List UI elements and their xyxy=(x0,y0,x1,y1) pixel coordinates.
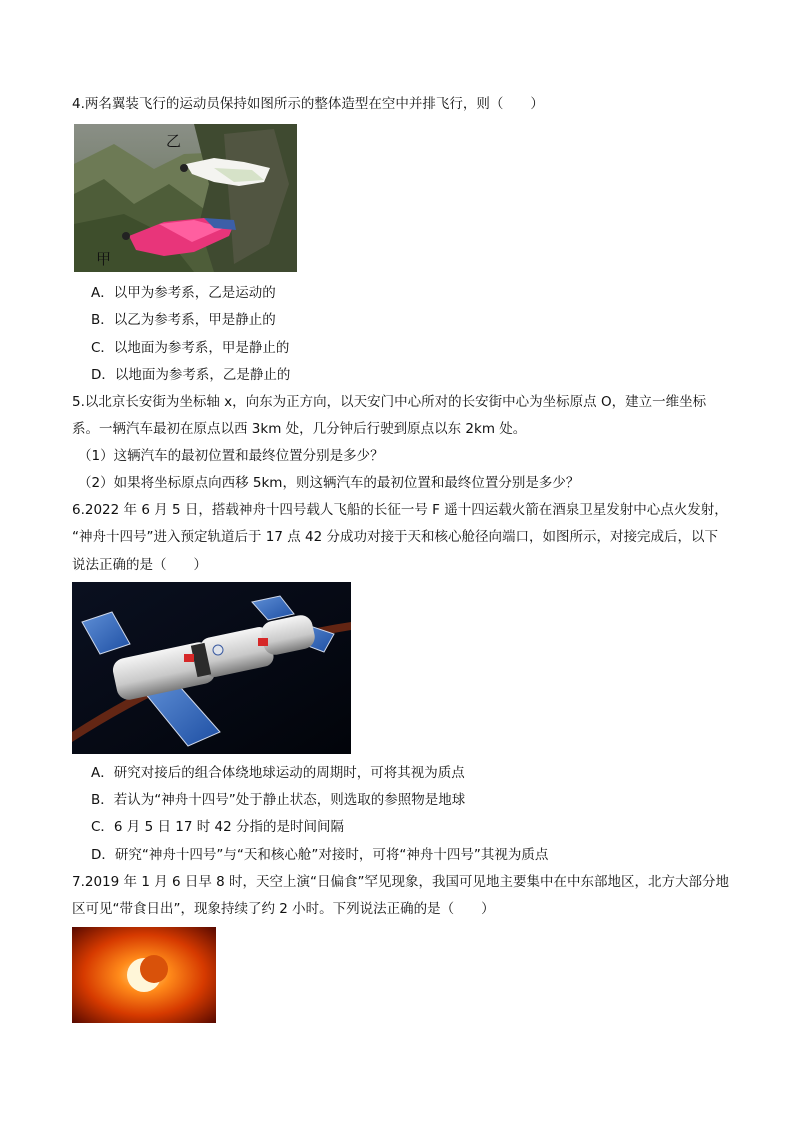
space-station-illustration xyxy=(72,582,351,754)
q6-stem-line2: “神舟十四号”进入预定轨道后于 17 点 42 分成功对接于天和核心舱径向端口，如图所示，对接完成后，以下 xyxy=(72,529,719,545)
q4-stem: 4.两名翼装飞行的运动员保持如图所示的整体造型在空中并排飞行，则（ ） xyxy=(72,96,544,112)
q4-option-c[interactable]: C．以地面为参考系，甲是静止的 xyxy=(91,340,290,356)
q5-subquestion-1: （1）这辆汽车的最初位置和最终位置分别是多少？ xyxy=(78,448,384,464)
q7-stem-line2: 区可见“带食日出”，现象持续了约 2 小时。下列说法正确的是（ ） xyxy=(72,901,495,917)
q4-option-a[interactable]: A．以甲为参考系，乙是运动的 xyxy=(91,285,276,301)
q6-option-b[interactable]: B．若认为“神舟十四号”处于静止状态，则选取的参照物是地球 xyxy=(91,792,466,808)
q6-stem-line3: 说法正确的是（ ） xyxy=(72,557,207,573)
q6-option-c[interactable]: C．6 月 5 日 17 时 42 分指的是时间间隔 xyxy=(91,819,344,835)
q4-option-d[interactable]: D．以地面为参考系，乙是静止的 xyxy=(91,367,291,383)
q6-option-d[interactable]: D．研究“神舟十四号”与“天和核心舱”对接时，可将“神舟十四号”其视为质点 xyxy=(91,847,549,863)
q7-stem-line1: 7.2019 年 1 月 6 日早 8 时，天空上演“日偏食”罕见现象，我国可见地主要集中在中东部地区，北方大部分地 xyxy=(72,874,730,890)
q5-stem-line1: 5.以北京长安街为坐标轴 x，向东为正方向，以天安门中心所对的长安街中心为坐标原点 O，建立一维坐标 xyxy=(72,394,707,410)
q5-subquestion-2: （2）如果将坐标原点向西移 5km，则这辆汽车的最初位置和最终位置分别是多少？ xyxy=(78,475,580,491)
q6-option-a[interactable]: A．研究对接后的组合体绕地球运动的周期时，可将其视为质点 xyxy=(91,765,465,781)
q6-stem-line1: 6.2022 年 6 月 5 日，搭载神舟十四号载人飞船的长征一号 F 遥十四运载火箭在酒泉卫星发射中心点火发射， xyxy=(72,502,728,518)
q4-option-b[interactable]: B．以乙为参考系，甲是静止的 xyxy=(91,312,276,328)
partial-solar-eclipse-photo xyxy=(72,927,216,1023)
wingsuit-photo xyxy=(74,124,297,272)
q5-stem-line2: 系。一辆汽车最初在原点以西 3km 处，几分钟后行驶到原点以东 2km 处。 xyxy=(72,421,527,437)
label-yi: 乙 xyxy=(166,132,182,150)
label-jia: 甲 xyxy=(96,250,112,268)
